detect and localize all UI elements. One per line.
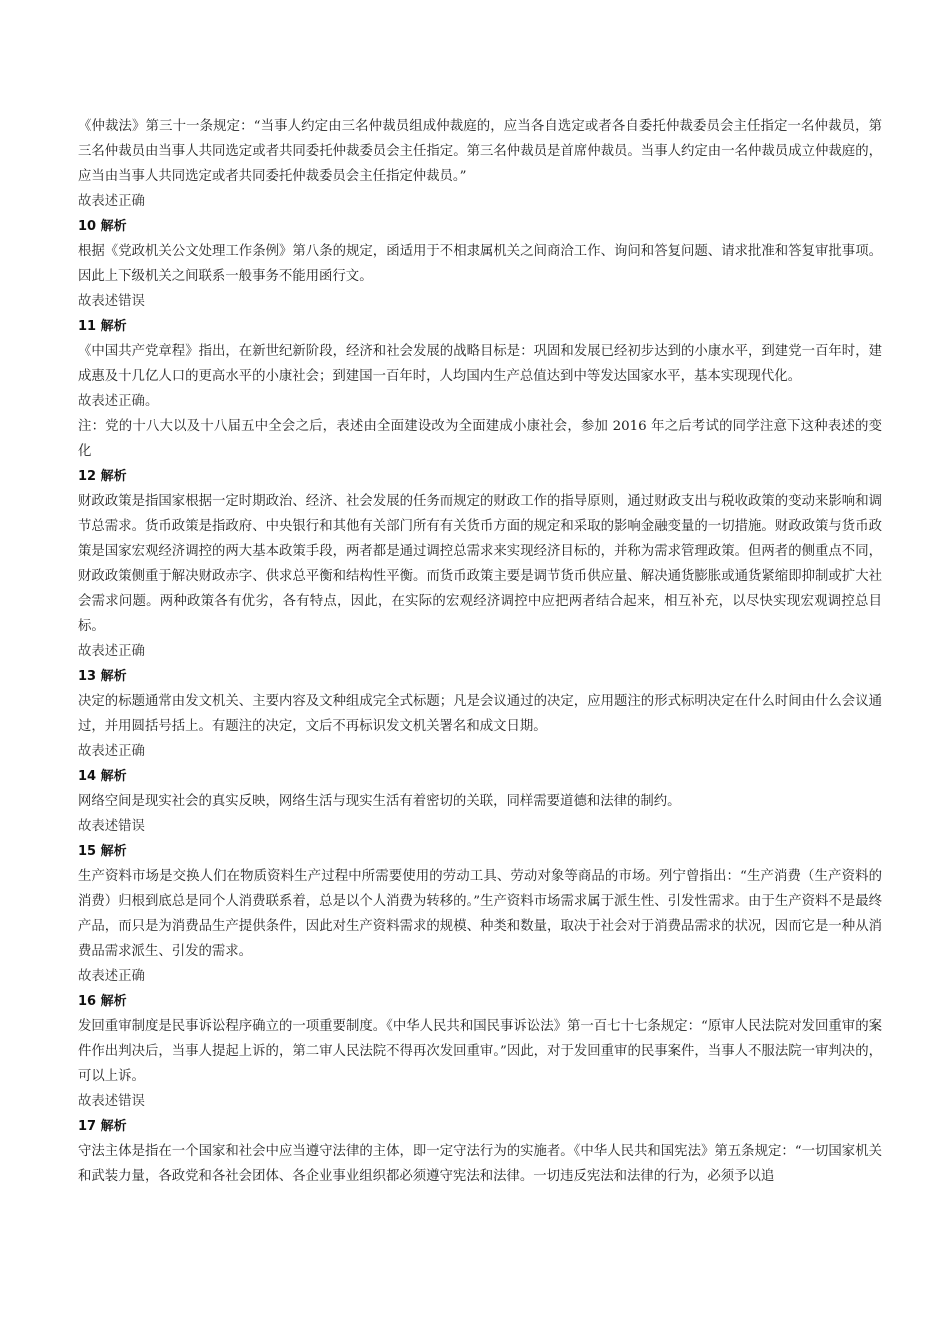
intro-verdict: 故表述正确	[78, 194, 145, 209]
document-page	[78, 114, 882, 1189]
section-13-verdict: 故表述正确	[78, 744, 145, 759]
section-11-heading: 11 解析	[78, 319, 127, 334]
section-15-verdict: 故表述正确	[78, 969, 145, 984]
section-11-note: 注：党的十八大以及十八届五中全会之后，表述由全面建设改为全面建成小康社会，参加 2016 年之后考试的同学注意下这种表述的变化	[78, 419, 882, 459]
section-11-verdict: 故表述正确。	[78, 394, 159, 409]
section-16-heading: 16 解析	[78, 994, 127, 1009]
section-15-heading: 15 解析	[78, 844, 127, 859]
section-15-body: 生产资料市场是交换人们在物质资料生产过程中所需要使用的劳动工具、劳动对象等商品的市场。列宁曾指出：“生产消费（生产资料的消费）归根到底总是同个人消费联系着，总是以个人消费为转移的。”生产资料市场需求属于派生性、引发性需求。由于生产资料不是最终产品，而只是为消费品生产提供条件，因此对生产资料需求的规模、种类和数量，取决于社会对于消费品需求的状况，因而它是一种从消费品需求派生、引发的需求。	[78, 869, 882, 959]
section-13-body: 决定的标题通常由发文机关、主要内容及文种组成完全式标题；凡是会议通过的决定，应用题注的形式标明决定在什么时间由什么会议通过，并用圆括号括上。有题注的决定，文后不再标识发文机关署名和成文日期。	[78, 694, 882, 734]
section-12-verdict: 故表述正确	[78, 644, 145, 659]
section-12-heading: 12 解析	[78, 469, 127, 484]
section-10-verdict: 故表述错误	[78, 294, 145, 309]
section-13-heading: 13 解析	[78, 669, 127, 684]
section-16-body: 发回重审制度是民事诉讼程序确立的一项重要制度。《中华人民共和国民事诉讼法》第一百七十七条规定：“原审人民法院对发回重审的案件作出判决后，当事人提起上诉的，第二审人民法院不得再次发回重审。”因此，对于发回重审的民事案件，当事人不服法院一审判决的，可以上诉。	[78, 1019, 882, 1084]
section-12-body: 财政政策是指国家根据一定时期政治、经济、社会发展的任务而规定的财政工作的指导原则，通过财政支出与税收政策的变动来影响和调节总需求。货币政策是指政府、中央银行和其他有关部门所有有关货币方面的规定和采取的影响金融变量的一切措施。财政政策与货币政策是国家宏观经济调控的两大基本政策手段，两者都是通过调控总需求来实现经济目标的，并称为需求管理政策。但两者的侧重点不同，财政政策侧重于解决财政赤字、供求总平衡和结构性平衡。而货币政策主要是调节货币供应量、解决通货膨胀或通货紧缩即抑制或扩大社会需求问题。两种政策各有优劣，各有特点，因此，在实际的宏观经济调控中应把两者结合起来，相互补充，以尽快实现宏观调控总目标。	[78, 494, 882, 634]
section-14-heading: 14 解析	[78, 769, 127, 784]
section-17-heading: 17 解析	[78, 1119, 127, 1134]
intro-paragraph: 《仲裁法》第三十一条规定：“当事人约定由三名仲裁员组成仲裁庭的，应当各自选定或者各自委托仲裁委员会主任指定一名仲裁员，第三名仲裁员由当事人共同选定或者共同委托仲裁委员会主任指定。第三名仲裁员是首席仲裁员。当事人约定由一名仲裁员成立仲裁庭的，应当由当事人共同选定或者共同委托仲裁委员会主任指定仲裁员。”	[78, 119, 882, 184]
section-10-body: 根据《党政机关公文处理工作条例》第八条的规定，函适用于不相隶属机关之间商洽工作、询问和答复问题、请求批准和答复审批事项。因此上下级机关之间联系一般事务不能用函行文。	[78, 244, 882, 284]
section-11-body: 《中国共产党章程》指出，在新世纪新阶段，经济和社会发展的战略目标是：巩固和发展已经初步达到的小康水平，到建党一百年时，建成惠及十几亿人口的更高水平的小康社会；到建国一百年时，人均国内生产总值达到中等发达国家水平，基本实现现代化。	[78, 344, 882, 384]
section-10-heading: 10 解析	[78, 219, 127, 234]
section-14-body: 网络空间是现实社会的真实反映，网络生活与现实生活有着密切的关联，同样需要道德和法律的制约。	[78, 794, 681, 809]
section-17-body: 守法主体是指在一个国家和社会中应当遵守法律的主体，即一定守法行为的实施者。《中华人民共和国宪法》第五条规定：“一切国家机关和武装力量，各政党和各社会团体、各企业事业组织都必须遵守宪法和法律。一切违反宪法和法律的行为，必须予以追	[78, 1144, 882, 1184]
section-14-verdict: 故表述错误	[78, 819, 145, 834]
section-16-verdict: 故表述错误	[78, 1094, 145, 1109]
